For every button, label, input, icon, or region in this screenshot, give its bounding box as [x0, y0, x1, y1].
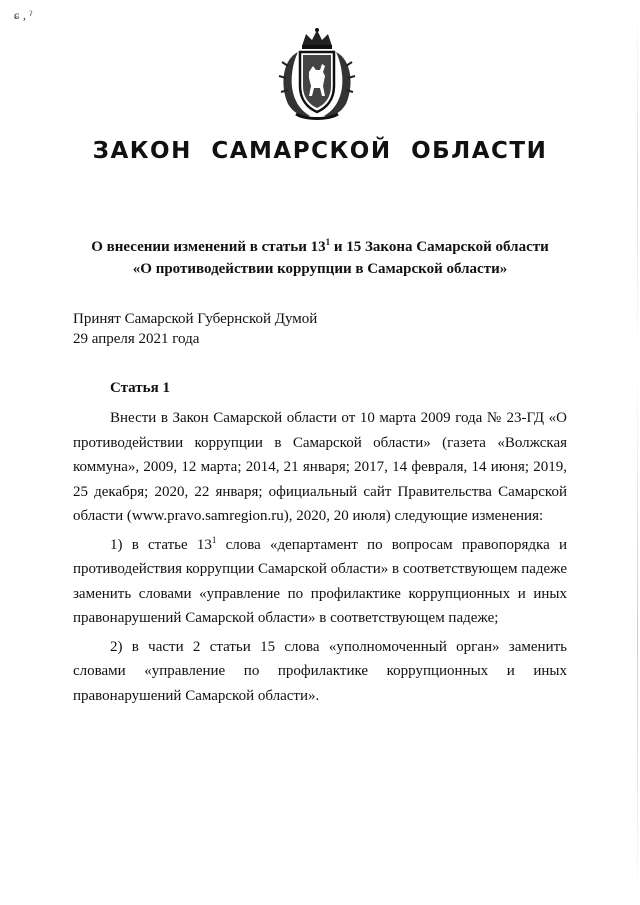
law-subtitle: [60, 236, 580, 280]
scan-edge: [637, 0, 638, 905]
document-title: ЗАКОН САМАРСКОЙ ОБЛАСТИ: [92, 138, 548, 164]
item-1-prefix: 1) в статье 13: [110, 536, 212, 553]
article-intro: Внести в Закон Самарской области от 10 марта 2009 года № 23-ГД «О противодействии коррупции в Самарской области» (газета «Волжская коммуна», 2009, 12 марта; 2014, 21 января; 2017, 14 февраля, 14 июня; 2019, 25 декабря; 2020, 22 января; официальный сайт Правительства Самарской области (www.pravo.samregion.ru), 2020, 20 июля) следующие изменения:: [73, 410, 567, 524]
scan-artifact: ɕ ‚ ˀ: [14, 8, 33, 22]
coat-of-arms-icon: [276, 26, 358, 122]
adoption-date: 29 апреля 2021 года: [73, 331, 200, 347]
article-heading: Статья 1: [110, 380, 170, 396]
article-item-1: [73, 533, 567, 631]
subtitle-line-1-suffix: и 15 Закона Самарской области: [330, 239, 549, 255]
subtitle-line-1: [60, 236, 580, 258]
subtitle-superscript: 1: [325, 237, 331, 247]
article-item-2: 2) в части 2 статьи 15 слова «уполномоченный орган» заменить словами «управление по профилактике коррупционных и иных правонарушений Самарской области».: [73, 638, 567, 704]
item-1-suffix: слова «департамент по вопросам правопорядка и противодействия коррупции Самарской области» в соответствующем падеже заменить словами «управление по профилактике коррупционных и иных правонарушений Самарской области» в соответствующем падеже;: [73, 536, 567, 626]
adoption-body: Принят Самарской Губернской Думой: [73, 311, 318, 327]
adoption-info: [73, 309, 317, 349]
article-body: [73, 406, 567, 712]
item-1-superscript: 1: [211, 534, 217, 545]
subtitle-line-1-prefix: О внесении изменений в статьи 13: [91, 239, 326, 255]
subtitle-line-2: «О противодействии коррупции в Самарской области»: [132, 261, 508, 277]
